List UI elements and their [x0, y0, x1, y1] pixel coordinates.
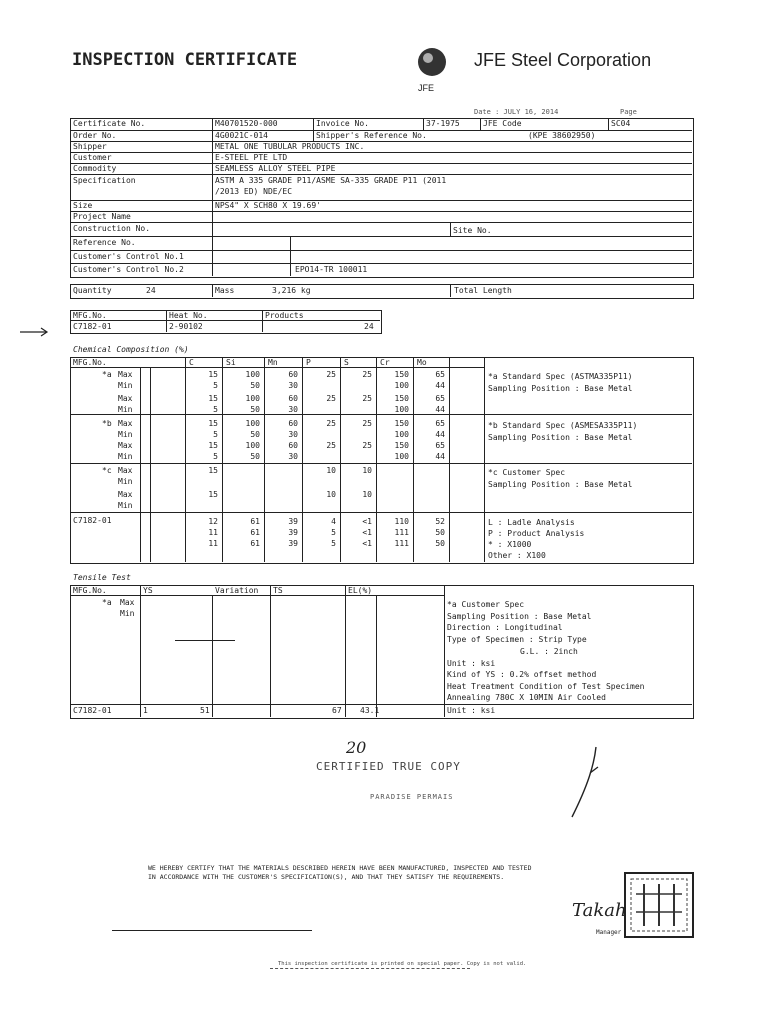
products-mfg-no: C7182-01 [73, 322, 112, 331]
chemical-cell: 100 [245, 370, 260, 379]
chemical-result-cell: 12 [208, 517, 218, 526]
tensile-result-2: 51 [200, 706, 210, 715]
tensile-header-ys: YS [143, 586, 153, 595]
info-label: Certificate No. [73, 119, 146, 128]
tensile-header-el: EL(%) [348, 586, 373, 595]
chemical-result-cell: <1 [362, 528, 372, 537]
chemical-cell: 150 [394, 419, 409, 428]
signer-title: Manager [596, 929, 622, 936]
chemical-legend-other: Other : X100 [488, 551, 546, 560]
tensile-note: Unit : ksi [447, 659, 496, 668]
chemical-cell: 15 [208, 441, 218, 450]
commodity: SEAMLESS ALLOY STEEL PIPE [215, 164, 336, 173]
chemical-row-label: Max [118, 490, 133, 499]
tensile-mark-a: *a [102, 598, 112, 607]
tensile-header-mfg: MFG.No. [73, 586, 107, 595]
chemical-cell: 65 [435, 370, 445, 379]
tensile-result-4: 43.1 [360, 706, 380, 715]
chemical-cell: 5 [213, 405, 218, 414]
chemical-cell: 100 [394, 405, 409, 414]
chemical-result-cell: 111 [394, 539, 409, 548]
mass-value: 3,216 kg [272, 286, 311, 295]
info-label: Project Name [73, 212, 131, 221]
chemical-legend-product: P : Product Analysis [488, 529, 585, 538]
chemical-cell: 15 [208, 370, 218, 379]
shippers-ref-label: Shipper's Reference No. [316, 131, 427, 140]
tensile-note: *a Customer Spec [447, 600, 525, 609]
chemical-row-label: Min [118, 477, 133, 486]
chemical-result-cell: 50 [435, 539, 445, 548]
total-length-label: Total Length [454, 286, 512, 295]
tensile-title: Tensile Test [73, 573, 131, 582]
chemical-col-header: Si [226, 358, 236, 367]
chemical-row-label: Min [118, 501, 133, 510]
chemical-cell: 60 [288, 394, 298, 403]
jfe-code-label: JFE Code [483, 119, 522, 128]
chemical-cell: 60 [288, 441, 298, 450]
chemical-mark-a: *a [102, 370, 112, 379]
chemical-cell: 10 [362, 490, 372, 499]
customer-control-no2: EPO14-TR 100011 [295, 265, 368, 274]
info-label: Reference No. [73, 238, 136, 247]
chemical-result-cell: 11 [208, 539, 218, 548]
chemical-cell: 25 [326, 419, 336, 428]
size: NPS4" X SCH80 X 19.69' [215, 201, 321, 210]
order-no: 4G0021C-014 [215, 131, 268, 140]
certification-line2: IN ACCORDANCE WITH THE CUSTOMER'S SPECIFICATION(S), AND THAT THEY SATISFY THE REQUIREMENTS. [148, 873, 505, 881]
chemical-cell: 150 [394, 394, 409, 403]
info-label: Order No. [73, 131, 117, 140]
tensile-note: Type of Specimen : Strip Type [447, 635, 587, 644]
tensile-note: Annealing 780C X 10MIN Air Cooled [447, 693, 606, 702]
chemical-cell: 65 [435, 441, 445, 450]
chemical-cell: 30 [288, 430, 298, 439]
chemical-cell: 44 [435, 430, 445, 439]
chemical-cell: 5 [213, 381, 218, 390]
kpe-code: (KPE 38602950) [528, 131, 596, 140]
chemical-cell: 44 [435, 381, 445, 390]
chemical-result-cell: 52 [435, 517, 445, 526]
tensile-min-label: Min [120, 609, 135, 618]
chemical-title: Chemical Composition (%) [73, 345, 189, 354]
chemical-result-cell: 39 [288, 517, 298, 526]
chemical-cell: 5 [213, 452, 218, 461]
chemical-col-header: Mn [268, 358, 278, 367]
products-header-products: Products [265, 311, 304, 320]
chemical-legend-factor: * : X1000 [488, 540, 532, 549]
chemical-cell: 100 [245, 419, 260, 428]
products-header-heat: Heat No. [169, 311, 208, 320]
chemical-cell: 15 [208, 490, 218, 499]
chemical-cell: 65 [435, 419, 445, 428]
chemical-cell: 15 [208, 394, 218, 403]
arrow-icon [20, 322, 50, 332]
chemical-result-cell: 61 [250, 517, 260, 526]
chemical-cell: 150 [394, 370, 409, 379]
chemical-result-cell: 110 [394, 517, 409, 526]
info-label: Customer's Control No.1 [73, 252, 184, 261]
chemical-cell: 100 [394, 381, 409, 390]
certification-line1: WE HEREBY CERTIFY THAT THE MATERIALS DESCRIBED HEREIN HAVE BEEN MANUFACTURED, INSPECTED AND TESTED [148, 864, 532, 872]
tensile-header-ts: TS [273, 586, 283, 595]
signature-stroke [566, 745, 606, 820]
chemical-mfg-header: MFG.No. [73, 358, 107, 367]
sc-label: SC04 [611, 119, 631, 128]
chemical-cell: 50 [250, 430, 260, 439]
chemical-result-mfg: C7182-01 [73, 516, 112, 525]
site-no-label: Site No. [453, 226, 492, 235]
chemical-result-cell: 39 [288, 528, 298, 537]
chemical-result-cell: 50 [435, 528, 445, 537]
logo-text: JFE [418, 83, 435, 93]
chemical-col-header: Mo [417, 358, 427, 367]
shipper: METAL ONE TUBULAR PRODUCTS INC. [215, 142, 365, 151]
info-label: Commodity [73, 164, 117, 173]
handwritten-number: 20 [346, 738, 367, 757]
customer: E-STEEL PTE LTD [215, 153, 288, 162]
chemical-cell: 10 [362, 466, 372, 475]
issue-date: Date : JULY 16, 2014 [474, 108, 559, 116]
tensile-note: Direction : Longitudinal [447, 623, 563, 632]
page-label: Page [620, 108, 637, 116]
chemical-cell: 100 [245, 441, 260, 450]
chemical-col-header: Cr [380, 358, 390, 367]
chemical-row-label: Min [118, 452, 133, 461]
chemical-cell: 25 [326, 394, 336, 403]
chemical-note-a2: Sampling Position : Base Metal [488, 384, 633, 393]
chemical-result-cell: 5 [331, 539, 336, 548]
chemical-cell: 10 [326, 490, 336, 499]
chemical-cell: 150 [394, 441, 409, 450]
chemical-result-cell: 61 [250, 539, 260, 548]
mass-label: Mass [215, 286, 235, 295]
chemical-row-label: Min [118, 405, 133, 414]
chemical-result-cell: <1 [362, 539, 372, 548]
chemical-row-label: Max [118, 370, 133, 379]
jfe-logo-icon [414, 46, 450, 82]
chemical-row-label: Max [118, 466, 133, 475]
info-label: Shipper [73, 142, 107, 151]
tensile-header-variation: Variation [215, 586, 259, 595]
chemical-cell: 25 [362, 370, 372, 379]
chemical-cell: 100 [394, 430, 409, 439]
chemical-col-header: C [189, 358, 194, 367]
chemical-cell: 30 [288, 405, 298, 414]
company-seal [624, 872, 694, 938]
chemical-cell: 30 [288, 452, 298, 461]
chemical-note-b1: *b Standard Spec (ASMESA335P11) [488, 421, 638, 430]
chemical-cell: 15 [208, 466, 218, 475]
chemical-cell: 30 [288, 381, 298, 390]
quantity-value: 24 [146, 286, 156, 295]
chemical-cell: 50 [250, 405, 260, 414]
chemical-cell: 25 [362, 419, 372, 428]
chemical-result-cell: 4 [331, 517, 336, 526]
chemical-note-c2: Sampling Position : Base Metal [488, 480, 633, 489]
tensile-result-1: 1 [143, 706, 148, 715]
tensile-note: Kind of YS : 0.2% offset method [447, 670, 597, 679]
products-count: 24 [364, 322, 374, 331]
chemical-cell: 44 [435, 405, 445, 414]
chemical-row-label: Max [118, 419, 133, 428]
chemical-legend-ladle: L : Ladle Analysis [488, 518, 575, 527]
certified-true-copy-stamp: CERTIFIED TRUE COPY [316, 760, 461, 773]
tensile-note: Heat Treatment Condition of Test Specimen [447, 682, 645, 691]
footer-note: This inspection certificate is printed on special paper. Copy is not valid. [278, 961, 527, 967]
chemical-cell: 60 [288, 370, 298, 379]
chemical-note-a1: *a Standard Spec (ASTMA335P11) [488, 372, 633, 381]
tensile-result-mfg: C7182-01 [73, 706, 112, 715]
chemical-result-cell: 5 [331, 528, 336, 537]
chemical-row-label: Max [118, 441, 133, 450]
tensile-note: Sampling Position : Base Metal [447, 612, 592, 621]
tensile-note: Unit : ksi [447, 706, 496, 715]
chemical-result-cell: 111 [394, 528, 409, 537]
invoice-label: Invoice No. [316, 119, 369, 128]
chemical-cell: 50 [250, 452, 260, 461]
chemical-result-cell: 11 [208, 528, 218, 537]
certificate-no: M40701520-000 [215, 119, 278, 128]
chemical-mark-b: *b [102, 419, 112, 428]
chemical-result-cell: <1 [362, 517, 372, 526]
chemical-cell: 25 [326, 370, 336, 379]
products-header-mfg: MFG.No. [73, 311, 107, 320]
chemical-row-label: Max [118, 394, 133, 403]
tensile-result-3: 67 [332, 706, 342, 715]
info-label: Customer's Control No.2 [73, 265, 184, 274]
info-label: Customer [73, 153, 112, 162]
certificate-title: INSPECTION CERTIFICATE [72, 50, 298, 70]
chemical-mark-c: *c [102, 466, 112, 475]
chemical-result-cell: 61 [250, 528, 260, 537]
chemical-cell: 100 [245, 394, 260, 403]
info-label: Construction No. [73, 224, 151, 233]
chemical-cell: 25 [362, 394, 372, 403]
chemical-col-header: S [344, 358, 349, 367]
chemical-cell: 100 [394, 452, 409, 461]
chemical-cell: 25 [326, 441, 336, 450]
chemical-cell: 5 [213, 430, 218, 439]
products-heat-no: 2-90102 [169, 322, 203, 331]
specification-line2: /2013 ED) NDE/EC [215, 187, 293, 196]
chemical-row-label: Min [118, 430, 133, 439]
tensile-note: G.L. : 2inch [520, 647, 578, 656]
chemical-result-cell: 39 [288, 539, 298, 548]
info-label: Size [73, 201, 93, 210]
chemical-cell: 15 [208, 419, 218, 428]
products-table [70, 310, 382, 334]
chemical-cell: 60 [288, 419, 298, 428]
chemical-cell: 50 [250, 381, 260, 390]
quantity-label: Quantity [73, 286, 112, 295]
specification-line1: ASTM A 335 GRADE P11/ASME SA-335 GRADE P11 (2011 [215, 176, 447, 185]
signature: Takah [572, 900, 627, 921]
company-name: JFE Steel Corporation [474, 50, 652, 70]
chemical-row-label: Min [118, 381, 133, 390]
quantity-row [70, 284, 694, 299]
tensile-max-label: Max [120, 598, 135, 607]
stamp-name: PARADISE PERMAIS [370, 793, 454, 801]
chemical-cell: 25 [362, 441, 372, 450]
chemical-note-b2: Sampling Position : Base Metal [488, 433, 633, 442]
info-label: Specification [73, 176, 136, 185]
chemical-cell: 44 [435, 452, 445, 461]
chemical-note-c1: *c Customer Spec [488, 468, 566, 477]
chemical-cell: 10 [326, 466, 336, 475]
chemical-cell: 65 [435, 394, 445, 403]
invoice-no: 37-1975 [426, 119, 460, 128]
chemical-col-header: P [306, 358, 311, 367]
